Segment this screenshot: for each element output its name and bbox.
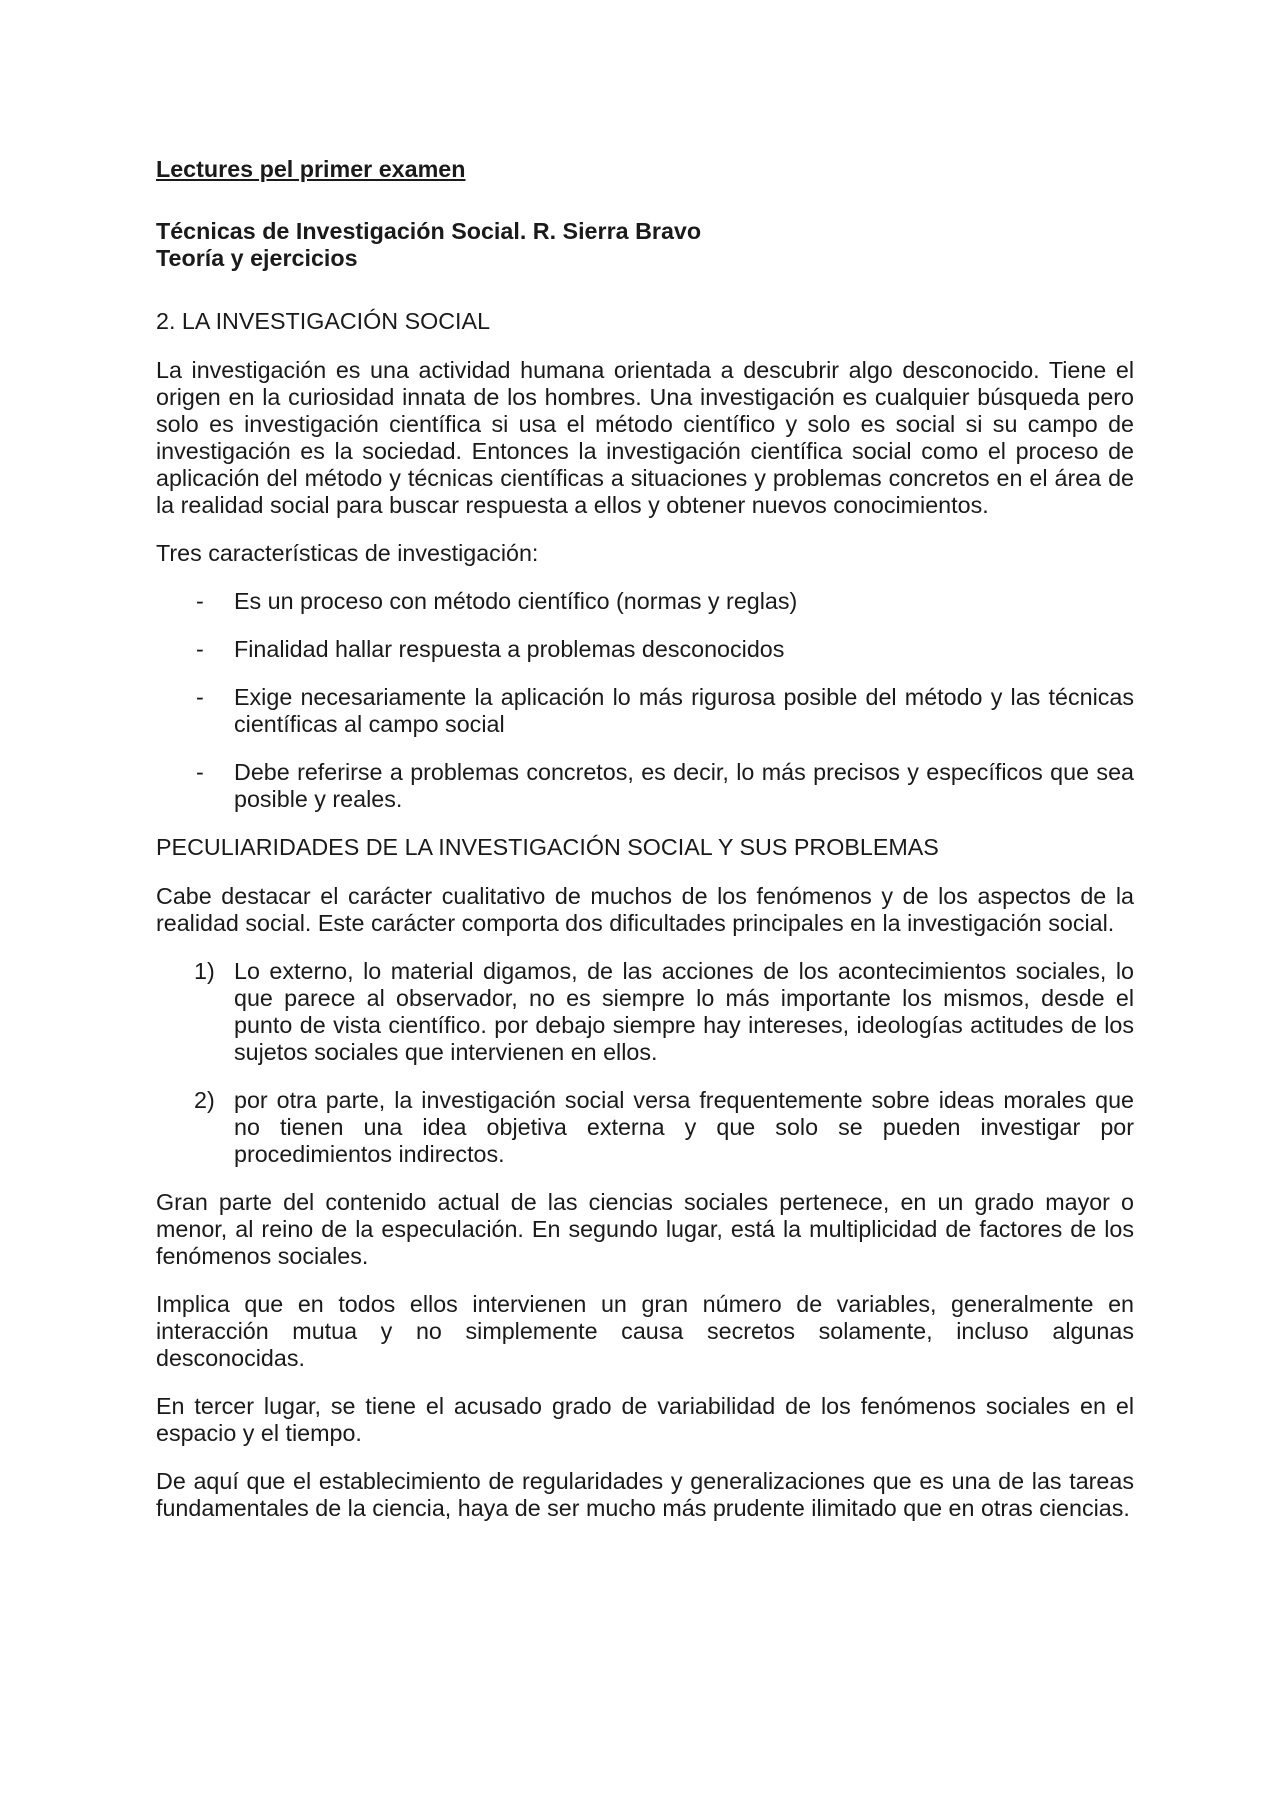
book-title: Técnicas de Investigación Social. R. Sierra Bravo xyxy=(156,218,702,244)
list-item-text: Lo externo, lo material digamos, de las acciones de los acontecimientos sociales, lo que parece al observador, no es siempre lo más importante los mismos, desde el punto de vista científico. por debajo siempre hay intereses, ideologías actitudes de los sujetos sociales que intervienen en ellos. xyxy=(234,958,1134,1065)
list-item xyxy=(156,588,1134,615)
list-item xyxy=(156,958,1134,1066)
list-item-text: Es un proceso con método científico (normas y reglas) xyxy=(234,588,798,614)
paragraph-caracter-cualitativo: Cabe destacar el carácter cualitativo de muchos de los fenómenos y de los aspectos de la realidad social. Este carácter comporta dos dificultades principales en la investigación social. xyxy=(156,883,1134,936)
section-title-investigacion-social: 2. LA INVESTIGACIÓN SOCIAL xyxy=(156,308,491,334)
section-title-peculiaridades: PECULIARIDADES DE LA INVESTIGACIÓN SOCIAL Y SUS PROBLEMAS xyxy=(156,834,939,860)
difficulties-list xyxy=(156,958,1134,1168)
characteristics-list xyxy=(156,588,1134,813)
paragraph-definition: La investigación es una actividad humana orientada a descubrir algo desconocido. Tiene el origen en la curiosidad innata de los hombres. Una investigación es cualquier búsqueda pero solo es investigación científica si usa el método científico y solo es social si su campo de investigación es la sociedad. Entonces la investigación científica social como el proceso de aplicación del método y técnicas científicas a situaciones y problemas concretos en el área de la realidad social para buscar respuesta a ellos y obtener nuevos conocimientos. xyxy=(156,357,1134,518)
dash-marker: - xyxy=(196,636,204,662)
list-item xyxy=(156,684,1134,738)
list-intro: Tres características de investigación: xyxy=(156,540,539,566)
paragraph-regularidades: De aquí que el establecimiento de regularidades y generalizaciones que es una de las tareas fundamentales de la ciencia, haya de ser mucho más prudente ilimitado que en otras ciencias. xyxy=(156,1468,1134,1521)
dash-marker: - xyxy=(196,759,204,785)
paragraph-especulacion: Gran parte del contenido actual de las ciencias sociales pertenece, en un grado mayor o menor, al reino de la especulación. En segundo lugar, está la multiplicidad de factores de los fenómenos sociales. xyxy=(156,1189,1134,1269)
list-item xyxy=(156,759,1134,813)
book-subtitle: Teoría y ejercicios xyxy=(156,245,358,271)
list-item xyxy=(156,636,1134,663)
list-item-text: Exige necesariamente la aplicación lo más rigurosa posible del método y las técnicas científicas al campo social xyxy=(234,684,1134,737)
list-item-text: por otra parte, la investigación social versa frequentemente sobre ideas morales que no tienen una idea objetiva externa y que solo se pueden investigar por procedimientos indirectos. xyxy=(234,1087,1134,1167)
list-item xyxy=(156,1087,1134,1168)
paragraph-variabilidad: En tercer lugar, se tiene el acusado grado de variabilidad de los fenómenos sociales en el espacio y el tiempo. xyxy=(156,1393,1134,1446)
document-heading: Lectures pel primer examen xyxy=(156,156,466,182)
list-item-text: Finalidad hallar respuesta a problemas desconocidos xyxy=(234,636,785,662)
number-marker: 1) xyxy=(194,958,215,984)
document-page xyxy=(156,156,1134,1543)
dash-marker: - xyxy=(196,684,204,710)
number-marker: 2) xyxy=(194,1087,215,1113)
list-item-text: Debe referirse a problemas concretos, es decir, lo más precisos y específicos que sea posible y reales. xyxy=(234,759,1134,812)
paragraph-variables: Implica que en todos ellos intervienen un gran número de variables, generalmente en interacción mutua y no simplemente causa secretos solamente, incluso algunas desconocidas. xyxy=(156,1291,1134,1371)
dash-marker: - xyxy=(196,588,204,614)
